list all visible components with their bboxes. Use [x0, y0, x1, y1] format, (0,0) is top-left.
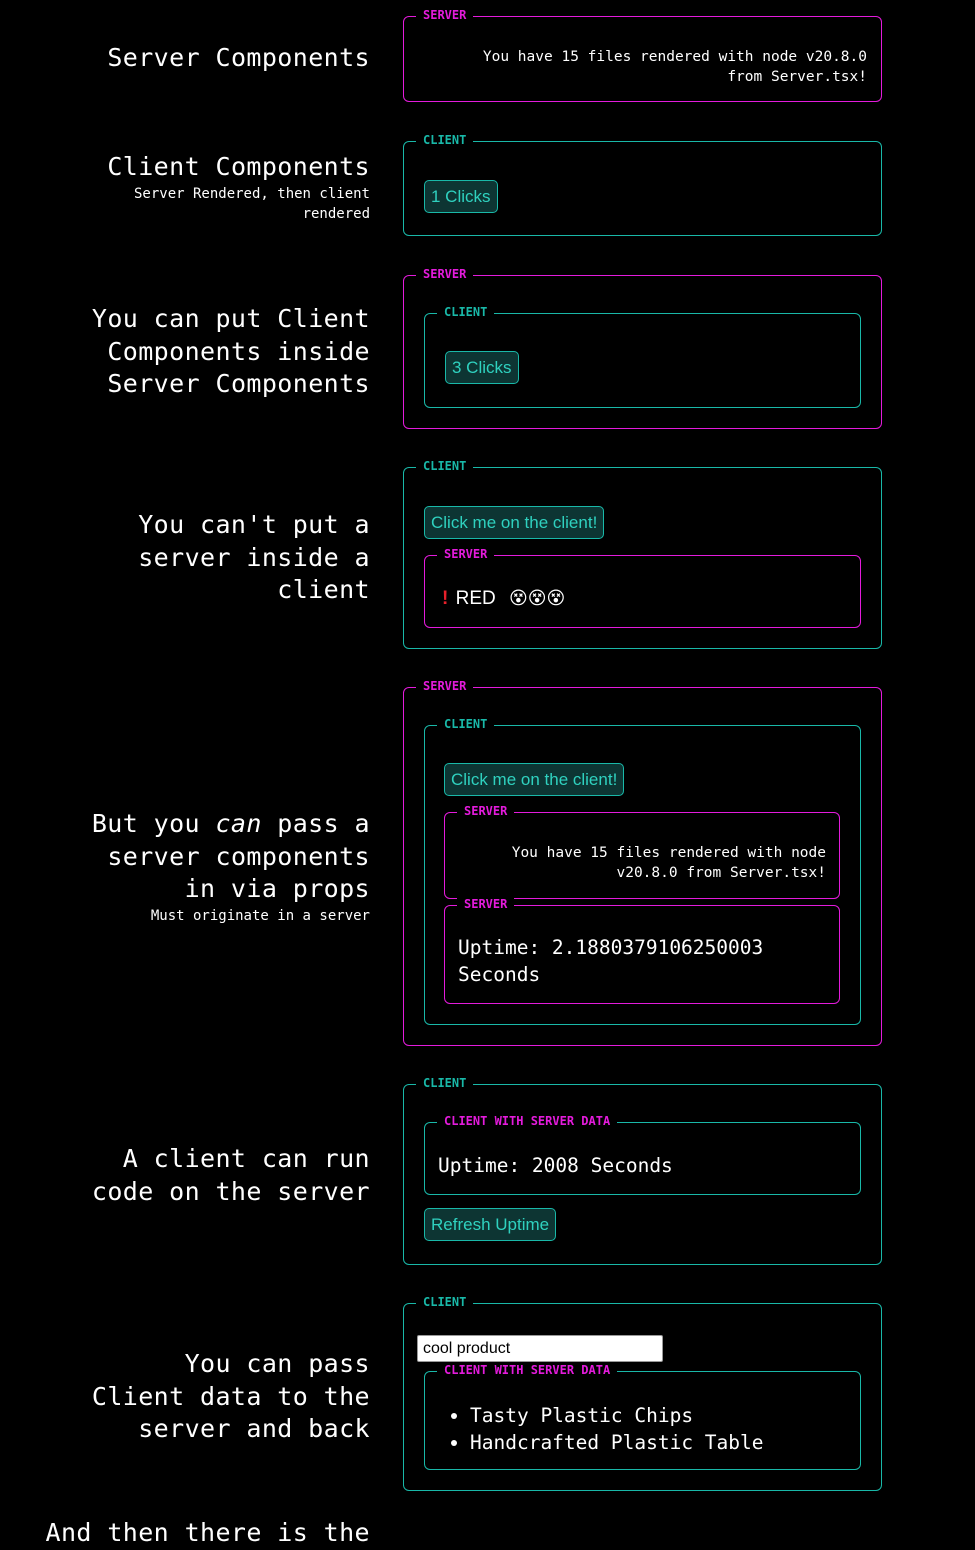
title-line-1: You can put Client [91, 304, 370, 333]
client-box [403, 1295, 882, 1491]
client-label: CLIENT [437, 304, 494, 320]
server-label: SERVER [416, 266, 473, 282]
files-line-2: from Server.tsx! [727, 69, 867, 85]
server-box [444, 804, 840, 899]
client-label: CLIENT [416, 1075, 473, 1091]
client-box [424, 717, 861, 1025]
clicks-button[interactable]: 3 Clicks [445, 351, 519, 384]
server-box [403, 679, 882, 1046]
click-me-button[interactable]: Click me on the client! [444, 763, 624, 796]
title-text: Client Components [107, 152, 370, 181]
title-line-1: You can pass [184, 1349, 370, 1378]
client-label: CLIENT [416, 1294, 473, 1310]
title-post: pass a [261, 809, 370, 838]
client-label: CLIENT [416, 458, 473, 474]
server-box [444, 897, 840, 1004]
list-item: • Handcrafted Plastic Table [470, 1429, 764, 1456]
title-text: And then there is the [45, 1518, 370, 1547]
title-emphasis: can [215, 809, 262, 838]
title-line-3: Server Components [107, 369, 370, 398]
exclamation-icon: ! [442, 588, 449, 609]
client-box [403, 133, 882, 236]
clicks-button[interactable]: 1 Clicks [424, 180, 498, 213]
section-title-client-components [107, 151, 370, 224]
product-list [452, 1402, 764, 1456]
title-line-2: Client data to the [91, 1381, 370, 1411]
red-row [442, 586, 565, 611]
uptime-line-2: Seconds [458, 963, 541, 986]
section-title-and-then [46, 1517, 370, 1550]
files-line-2: v20.8.0 from Server.tsx! [616, 865, 826, 881]
server-label: SERVER [416, 678, 473, 694]
section-title-server-via-props [92, 808, 370, 926]
title-pre: But you [91, 809, 216, 838]
title-line-3: in via props [184, 874, 370, 903]
title-line-3: client [277, 575, 370, 604]
title-line-1 [92, 808, 370, 841]
title-subtext-1: Server Rendered, then client [133, 185, 370, 202]
refresh-uptime-button[interactable]: Refresh Uptime [424, 1208, 556, 1241]
server-label: SERVER [457, 803, 514, 819]
server-box [403, 8, 882, 102]
section-title-server-components [107, 42, 370, 75]
client-box [424, 305, 861, 408]
server-box [424, 547, 861, 628]
server-label: SERVER [437, 546, 494, 562]
client-box [403, 1076, 882, 1265]
server-label: SERVER [457, 896, 514, 912]
uptime-text [458, 934, 763, 988]
title-line-2: server inside a [138, 542, 370, 572]
section-title-client-inside-server [92, 303, 370, 401]
title-subtext-2: rendered [302, 205, 370, 222]
red-text: RED [455, 588, 496, 609]
client-label: CLIENT [416, 132, 473, 148]
files-line-1: You have 15 files rendered with node [511, 845, 826, 861]
title-line-1: A client can run [122, 1144, 370, 1173]
server-label: SERVER [416, 7, 473, 23]
server-box [403, 267, 882, 429]
files-rendered-text [483, 47, 867, 87]
client-with-server-data-label: CLIENT WITH SERVER DATA [437, 1113, 617, 1129]
click-me-button[interactable]: Click me on the client! [424, 506, 604, 539]
title-line-2: Components inside [107, 336, 370, 366]
files-line-1: You have 15 files rendered with node v20.8.0 [482, 49, 867, 65]
section-title-no-server-inside-client [138, 509, 370, 607]
client-with-server-data-box [424, 1114, 861, 1195]
client-box [403, 459, 882, 649]
section-title-pass-client-data [92, 1348, 370, 1446]
section-title-client-run-server [92, 1143, 370, 1208]
product-search-input[interactable] [417, 1335, 663, 1362]
files-rendered-text [512, 843, 826, 883]
title-line-1: You can't put a [138, 510, 370, 539]
title-subtext: Must originate in a server [150, 907, 370, 924]
uptime-line-1: Uptime: 2.1880379106250003 [458, 936, 764, 959]
title-line-3: server and back [138, 1414, 370, 1443]
dizzy-face-icon: 😵😵😵 [509, 588, 566, 608]
title-line-2: code on the server [91, 1176, 370, 1206]
client-label: CLIENT [437, 716, 494, 732]
uptime-text: Uptime: 2008 Seconds [438, 1154, 673, 1177]
list-item: • Tasty Plastic Chips [470, 1402, 764, 1429]
client-with-server-data-label: CLIENT WITH SERVER DATA [437, 1362, 617, 1378]
title-line-2: server components [107, 841, 370, 871]
client-with-server-data-box [424, 1363, 861, 1470]
title-text: Server Components [107, 43, 370, 72]
